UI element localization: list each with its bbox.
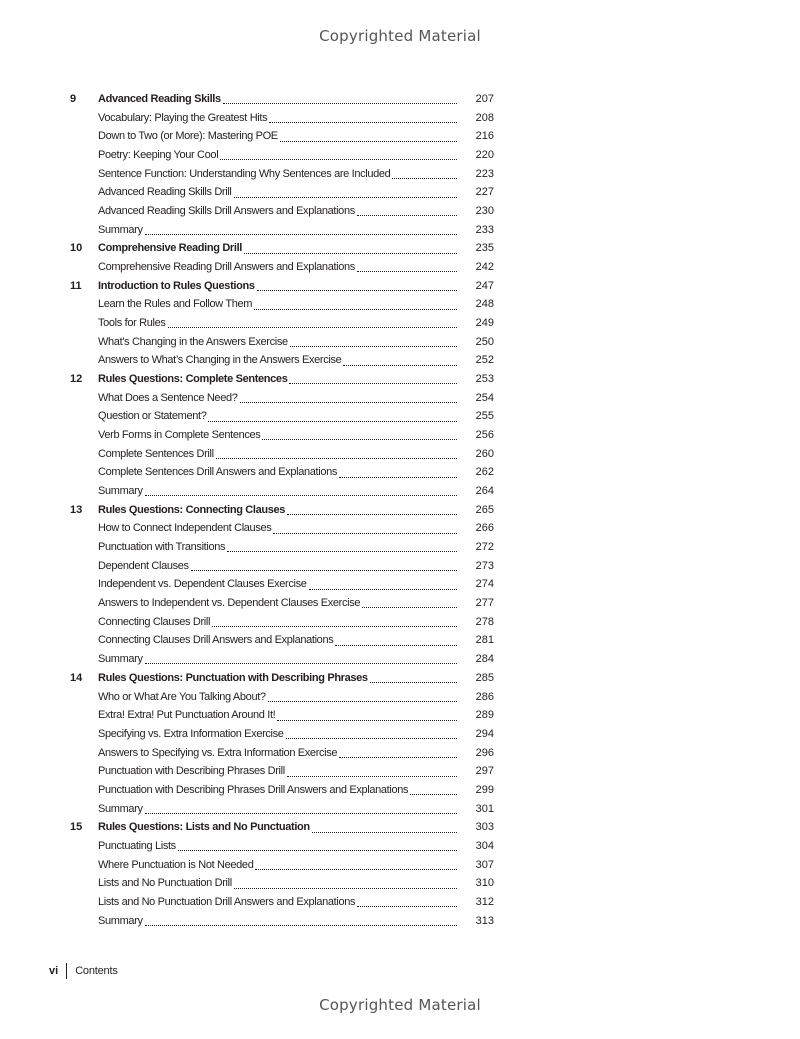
toc-dot-leader (343, 364, 457, 366)
toc-entry-row (70, 557, 494, 576)
toc-entry-title: Poetry: Keeping Your Cool (98, 149, 219, 162)
toc-dot-leader (234, 887, 457, 889)
toc-dot-leader (234, 196, 457, 198)
toc-page-number: 262 (475, 466, 494, 479)
toc-dot-leader (168, 326, 457, 328)
toc-entry-title: Summary (98, 802, 143, 815)
toc-dot-leader (362, 606, 457, 608)
toc-dot-leader (257, 289, 457, 291)
toc-dot-leader (287, 775, 457, 777)
toc-entry-row (70, 744, 494, 763)
toc-page-number: 299 (475, 783, 494, 796)
watermark-top: Copyrighted Material (319, 27, 481, 45)
toc-page-number: 216 (475, 130, 494, 143)
toc-dot-leader (220, 158, 457, 160)
toc-entry-title: Answers to Specifying vs. Extra Information Exercise (98, 746, 338, 759)
toc-entry-row (70, 351, 494, 370)
toc-page-number: 286 (475, 690, 494, 703)
toc-page-number: 248 (475, 298, 494, 311)
toc-dot-leader (339, 476, 457, 478)
toc-entry-row (70, 445, 494, 464)
toc-page-number: 223 (475, 167, 494, 180)
toc-dot-leader (254, 308, 457, 310)
toc-entry-title: Complete Sentences Drill (98, 447, 214, 460)
toc-entry-title: Vocabulary: Playing the Greatest Hits (98, 111, 268, 124)
toc-entry-title: Verb Forms in Complete Sentences (98, 429, 261, 442)
toc-dot-leader (290, 345, 457, 347)
toc-entry-row (70, 613, 494, 632)
toc-dot-leader (392, 177, 457, 179)
toc-entry-row (70, 912, 494, 931)
toc-entry-row (70, 221, 494, 240)
toc-chapter-row (70, 277, 494, 296)
toc-chapter-number: 14 (70, 671, 83, 684)
toc-entry-title: Sentence Function: Understanding Why Sentences are Included (98, 167, 391, 180)
page-footer (49, 963, 118, 979)
toc-entry-row (70, 856, 494, 875)
toc-page-number: 235 (475, 242, 494, 255)
toc-page-number: 301 (475, 802, 494, 815)
toc-page-number: 247 (475, 279, 494, 292)
toc-dot-leader (280, 140, 457, 142)
toc-page-number: 266 (475, 522, 494, 535)
toc-entry-row (70, 109, 494, 128)
toc-chapter-row (70, 818, 494, 837)
toc-chapter-title: Rules Questions: Complete Sentences (98, 373, 288, 386)
toc-dot-leader (269, 121, 457, 123)
toc-entry-row (70, 258, 494, 277)
toc-entry-row (70, 295, 494, 314)
toc-dot-leader (287, 513, 457, 515)
toc-entry-title: Connecting Clauses Drill (98, 615, 211, 628)
toc-page-number: 310 (475, 877, 494, 890)
toc-dot-leader (357, 214, 457, 216)
toc-page-number: 313 (475, 914, 494, 927)
toc-page-number: 233 (475, 223, 494, 236)
toc-page-number: 256 (475, 429, 494, 442)
toc-page-number: 281 (475, 634, 494, 647)
toc-entry-row (70, 463, 494, 482)
toc-entry-row (70, 631, 494, 650)
toc-dot-leader (240, 401, 458, 403)
toc-dot-leader (191, 569, 457, 571)
toc-entry-row (70, 575, 494, 594)
toc-dot-leader (145, 233, 457, 235)
toc-dot-leader (145, 494, 457, 496)
running-section-name: Contents (75, 965, 118, 977)
toc-entry-title: Down to Two (or More): Mastering POE (98, 130, 278, 143)
toc-entry-title: Lists and No Punctuation Drill Answers and Explanations (98, 895, 356, 908)
toc-page-number: 278 (475, 615, 494, 628)
toc-entry-title: Extra! Extra! Put Punctuation Around It! (98, 709, 276, 722)
toc-dot-leader (335, 644, 457, 646)
toc-entry-row (70, 650, 494, 669)
toc-page-number: 252 (475, 354, 494, 367)
toc-chapter-title: Introduction to Rules Questions (98, 279, 255, 292)
toc-page-number: 289 (475, 709, 494, 722)
toc-entry-row (70, 538, 494, 557)
toc-entry-title: Summary (98, 485, 143, 498)
toc-dot-leader (216, 457, 457, 459)
toc-entry-title: Comprehensive Reading Drill Answers and Explanations (98, 261, 355, 274)
toc-page-number: 296 (475, 746, 494, 759)
toc-entry-row (70, 800, 494, 819)
toc-entry-row (70, 482, 494, 501)
toc-entry-row (70, 706, 494, 725)
toc-entry-title: Connecting Clauses Drill Answers and Explanations (98, 634, 334, 647)
toc-page-number: 274 (475, 578, 494, 591)
toc-entry-title: Complete Sentences Drill Answers and Explanations (98, 466, 338, 479)
toc-dot-leader (255, 868, 457, 870)
toc-page-number: 230 (475, 205, 494, 218)
toc-page-number: 253 (475, 373, 494, 386)
toc-dot-leader (273, 532, 457, 534)
toc-entry-title: Summary (98, 914, 143, 927)
toc-entry-title: What’s Changing in the Answers Exercise (98, 335, 288, 348)
toc-page-number: 227 (475, 186, 494, 199)
toc-dot-leader (312, 831, 457, 833)
toc-chapter-row (70, 90, 494, 109)
toc-page-number: 303 (475, 821, 494, 834)
toc-entry-title: Lists and No Punctuation Drill (98, 877, 232, 890)
toc-entry-row (70, 594, 494, 613)
toc-entry-title: Specifying vs. Extra Information Exercise (98, 727, 284, 740)
toc-entry-row (70, 874, 494, 893)
toc-page-number: 297 (475, 765, 494, 778)
toc-page-number: 273 (475, 559, 494, 572)
toc-dot-leader (227, 550, 457, 552)
toc-page-number: 265 (475, 503, 494, 516)
toc-chapter-title: Rules Questions: Connecting Clauses (98, 503, 286, 516)
toc-dot-leader (357, 270, 457, 272)
toc-entry-row (70, 127, 494, 146)
toc-entry-row (70, 314, 494, 333)
toc-page-number: 277 (475, 597, 494, 610)
toc-page-number: 242 (475, 261, 494, 274)
toc-entry-title: Summary (98, 223, 143, 236)
toc-dot-leader (262, 438, 457, 440)
toc-entry-title: What Does a Sentence Need? (98, 391, 238, 404)
toc-dot-leader (212, 625, 457, 627)
toc-entry-row (70, 333, 494, 352)
toc-entry-row (70, 725, 494, 744)
toc-entry-row (70, 519, 494, 538)
toc-entry-row (70, 202, 494, 221)
toc-page-number: 208 (475, 111, 494, 124)
footer-divider (66, 963, 67, 979)
toc-entry-title: Where Punctuation is Not Needed (98, 858, 254, 871)
toc-dot-leader (410, 793, 457, 795)
toc-page-number: 312 (475, 895, 494, 908)
toc-chapter-title: Rules Questions: Lists and No Punctuation (98, 821, 310, 834)
toc-entry-title: Independent vs. Dependent Clauses Exercise (98, 578, 307, 591)
toc-dot-leader (244, 252, 457, 254)
toc-entry-title: How to Connect Independent Clauses (98, 522, 272, 535)
toc-entry-title: Punctuation with Describing Phrases Drill Answers and Explanations (98, 783, 409, 796)
toc-chapter-number: 11 (70, 279, 82, 292)
toc-page-number: 304 (475, 839, 494, 852)
toc-dot-leader (145, 662, 457, 664)
toc-dot-leader (268, 700, 457, 702)
toc-entry-row (70, 426, 494, 445)
toc-dot-leader (145, 812, 457, 814)
toc-page-number: 264 (475, 485, 494, 498)
toc-dot-leader (208, 420, 457, 422)
toc-dot-leader (223, 102, 457, 104)
toc-page-number: 249 (475, 317, 494, 330)
toc-dot-leader (277, 719, 457, 721)
toc-entry-title: Question or Statement? (98, 410, 207, 423)
toc-dot-leader (370, 681, 457, 683)
toc-chapter-number: 10 (70, 242, 83, 255)
toc-dot-leader (309, 588, 458, 590)
toc-entry-row (70, 389, 494, 408)
toc-page-number: 284 (475, 653, 494, 666)
toc-chapter-title: Advanced Reading Skills (98, 93, 221, 105)
toc-chapter-number: 15 (70, 821, 83, 834)
toc-entry-title: Punctuating Lists (98, 839, 176, 852)
toc-chapter-row (70, 370, 494, 389)
toc-entry-title: Advanced Reading Skills Drill Answers and Explanations (98, 205, 355, 218)
toc-entry-title: Punctuation with Describing Phrases Drill (98, 765, 285, 778)
toc-entry-row (70, 407, 494, 426)
toc-entry-row (70, 165, 494, 184)
toc-entry-row (70, 762, 494, 781)
toc-chapter-title: Comprehensive Reading Drill (98, 242, 242, 255)
toc-page-number: 220 (475, 149, 494, 162)
toc-dot-leader (286, 737, 457, 739)
toc-chapter-row (70, 669, 494, 688)
toc-dot-leader (178, 849, 457, 851)
toc-dot-leader (357, 905, 457, 907)
toc-page-number: 307 (475, 858, 494, 871)
toc-entry-row (70, 781, 494, 800)
toc-entry-title: Punctuation with Transitions (98, 541, 226, 554)
toc-entry-title: Answers to Independent vs. Dependent Clauses Exercise (98, 597, 361, 610)
toc-chapter-number: 13 (70, 503, 83, 516)
page-folio: vi (49, 965, 59, 977)
toc-chapter-title: Rules Questions: Punctuation with Describing Phrases (98, 671, 368, 684)
toc-page-number: 272 (475, 541, 494, 554)
toc-entry-row (70, 893, 494, 912)
toc-dot-leader (289, 382, 457, 384)
toc-page-number: 207 (475, 93, 494, 105)
toc-entry-title: Dependent Clauses (98, 559, 189, 572)
toc-dot-leader (339, 756, 457, 758)
toc-entry-row (70, 837, 494, 856)
toc-entry-title: Summary (98, 653, 143, 666)
toc-page-number: 285 (475, 671, 494, 684)
toc-chapter-number: 9 (70, 93, 77, 105)
toc-page-number: 255 (475, 410, 494, 423)
toc-page-number: 254 (475, 391, 494, 404)
toc-entry-row (70, 688, 494, 707)
toc-chapter-row (70, 239, 494, 258)
toc-entry-title: Learn the Rules and Follow Them (98, 298, 253, 311)
toc-chapter-number: 12 (70, 373, 83, 386)
toc-entry-row (70, 146, 494, 165)
toc-dot-leader (145, 924, 457, 926)
toc-entry-title: Tools for Rules (98, 317, 166, 330)
toc-entry-title: Who or What Are You Talking About? (98, 690, 266, 703)
toc-page-number: 250 (475, 335, 494, 348)
toc-page-number: 294 (475, 727, 494, 740)
toc-entry-row (70, 183, 494, 202)
table-of-contents (70, 90, 494, 930)
toc-page-number: 260 (475, 447, 494, 460)
toc-entry-title: Answers to What’s Changing in the Answers Exercise (98, 354, 342, 367)
toc-entry-title: Advanced Reading Skills Drill (98, 186, 232, 199)
watermark-bottom: Copyrighted Material (319, 996, 481, 1014)
toc-chapter-row (70, 501, 494, 520)
